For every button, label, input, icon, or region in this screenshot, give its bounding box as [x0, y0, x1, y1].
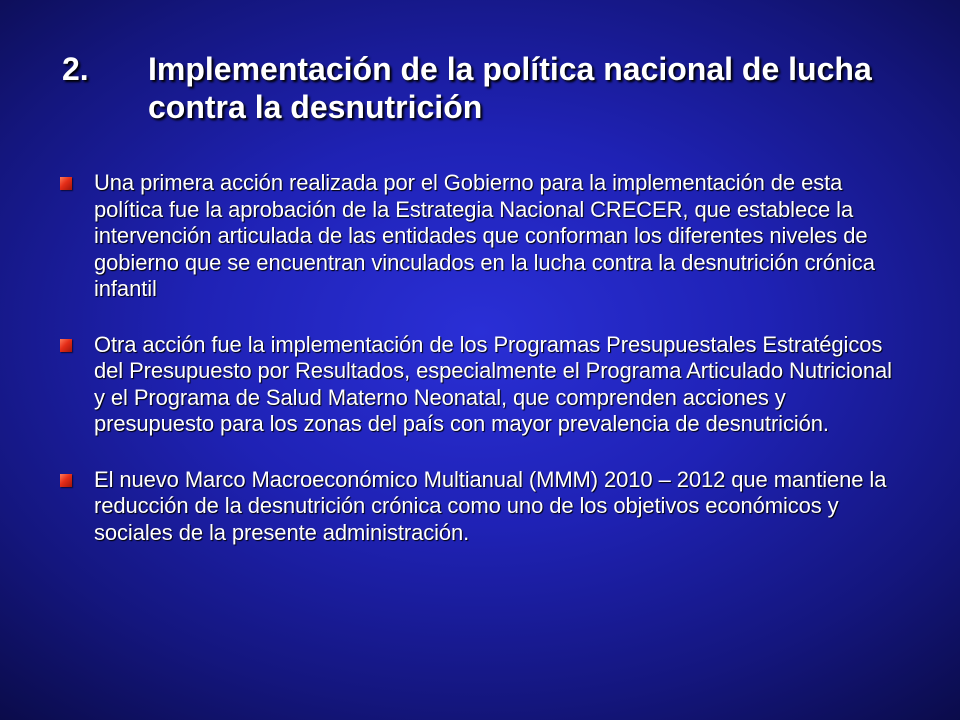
red-square-bullet-icon	[60, 177, 72, 190]
bullet-text: Otra acción fue la implementación de los Programas Presupuestales Estratégicos del Presupuesto por Resultados, especialmente el Programa Articulado Nutricional y el Programa de Salud Materno Neonatal, que comprenden acciones y presupuesto para los zonas del país con mayor prevalencia de desnutrición.	[94, 331, 892, 436]
bullet-item	[0, 170, 960, 303]
red-square-bullet-icon	[60, 474, 72, 487]
slide-title	[62, 50, 922, 126]
red-square-bullet-icon	[60, 339, 72, 352]
bullet-text: El nuevo Marco Macroeconómico Multianual (MMM) 2010 – 2012 que mantiene la reducción de la desnutrición crónica como uno de los objetivos económicos y sociales de la presente administración.	[94, 466, 887, 545]
bullet-text: Una primera acción realizada por el Gobierno para la implementación de esta política fue la aprobación de la Estrategia Nacional CRECER, que establece la intervención articulada de las entidades que conforman los diferentes niveles de gobierno que se encuentran vinculados en la lucha contra la desnutrición crónica infantil	[94, 170, 875, 301]
bullet-list	[0, 170, 960, 575]
title-text: Implementación de la política nacional de lucha contra la desnutrición	[148, 51, 872, 125]
bullet-item	[0, 332, 960, 438]
bullet-item	[0, 467, 960, 547]
title-number: 2.	[62, 51, 89, 87]
